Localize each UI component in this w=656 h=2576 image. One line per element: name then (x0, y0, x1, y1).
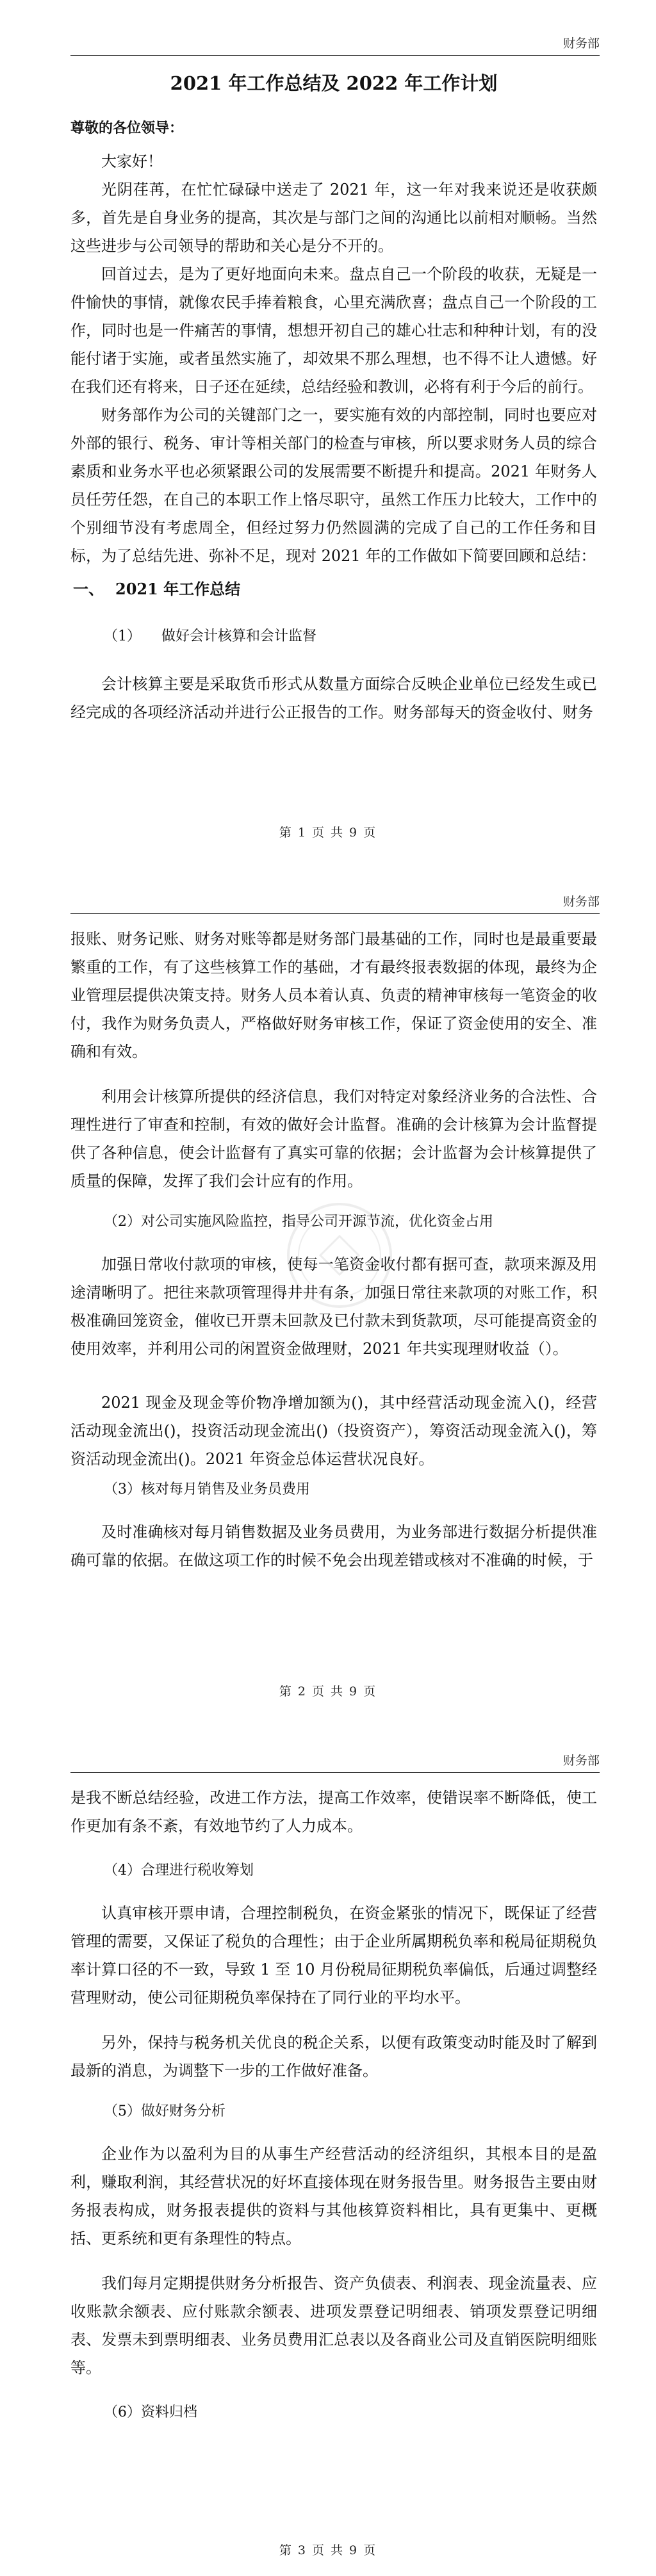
subsection-heading-5: （5）做好财务分析 (104, 2103, 226, 2119)
section-heading-1 (73, 575, 597, 603)
header-department: 财务部 (562, 895, 600, 909)
paragraph-tax-relations: 另外，保持与税务机关优良的税企关系，以便有政策变动时能及时了解到最新的消息，为调整下一步的工作做好准备。 (70, 2034, 597, 2080)
paragraph-cash-flow: 2021 现金及现金等价物净增加额为()，其中经营活动现金流入()，经营活动现金流出()，投资活动现金流出()（投资资产），筹资活动现金流入()，筹资活动现金流出()。2021 年资金总体运营状况良好。 (70, 1394, 597, 1468)
page-footer: 第 1 页 共 9 页 (279, 826, 377, 840)
page-header (70, 1717, 600, 1773)
section-number: 一、 (73, 580, 104, 598)
page-1 (0, 0, 656, 858)
subsection-heading-3: （3）核对每月销售及业务员费用 (104, 1481, 310, 1497)
watermark-seal (275, 1191, 404, 1319)
intro-paragraph-2: 回首过去，是为了更好地面向未来。盘点自己一个阶段的收获，无疑是一件愉快的事情，就像农民手捧着粮食，心里充满欣喜；盘点自己一个阶段的工作，同时也是一件痛苦的事情，想想开初自己的雄心壮志和种种计划，有的没能付诸于实施，或者虽然实施了，却效果不那么理想，也不得不让人遗憾。好在我们还有将来，日子还在延续，总结经验和教训，必将有利于今后的前行。 (70, 265, 597, 396)
intro-paragraph-1: 光阴荏苒，在忙忙碌碌中送走了 2021 年，这一年对我来说还是收获颇多，首先是自身业务的提高，其次是与部门之间的沟通比以前相对顺畅。当然这些进步与公司领导的帮助和关心是分不开的。 (70, 181, 597, 255)
paragraph-financial-analysis-1: 企业作为以盈利为目的从事生产经营活动的经济组织，其根本目的是盈利，赚取利润，其经营状况的好坏直接体现在财务报告里。财务报告主要由财务报表构成，财务报表提供的资料与其他核算资料相比，具有更集中、更概括、更系统和更有条理性的特点。 (70, 2145, 597, 2247)
paragraph-sales-check-part-2: 是我不断总结经验，改进工作方法，提高工作效率，使错误率不断降低，使工作更加有条不紊，有效地节约了人力成本。 (70, 1789, 597, 1835)
paragraph-sales-check-part-1: 及时准确核对每月销售数据及业务员费用，为业务部进行数据分析提供准确可靠的依据。在做这项工作的时候不免会出现差错或核对不准确的时候，于 (70, 1523, 597, 1569)
paragraph-accounting-supervision: 利用会计核算所提供的经济信息，我们对特定对象经济业务的合法性、合理性进行了审查和控制，有效的做好会计监督。准确的会计核算为会计监督提供了各种信息，使会计监督有了真实可靠的依据；会计监督为会计核算提供了质量的保障，发挥了我们会计应有的作用。 (70, 1088, 597, 1190)
subsection-heading-2: （2）对公司实施风险监控，指导公司开源节流，优化资金占用 (104, 1214, 493, 1230)
paragraph-tax-planning: 认真审核开票申请，合理控制税负，在资金紧张的情况下，既保证了经营管理的需要，又保证了税负的合理性；由于企业所属期税负率和税局征期税负率计算口径的不一致，导致 1 至 10 月份税局征期税负率偏低，后通过调整经营理财动，使公司征期税负率保持在了同行业的平均水平。 (70, 1904, 597, 2007)
paragraph-risk-control: 加强日常收付款项的审核，使每一笔资金收付都有据可查，款项来源及用途清晰明了。把往来款项管理得井井有条，加强日常往来款项的对账工作，积极准确回笼资金，催收已开票未回款及已付款未到货款项，尽可能提高资金的使用效率，并利用公司的闲置资金做理财，2021 年共实现理财收益（）。 (70, 1255, 597, 1358)
paragraph-accounting-part-1: 会计核算主要是采取货币形式从数量方面综合反映企业单位已经发生或已经完成的各项经济活动并进行公正报告的工作。财务部每天的资金收付、财务 (70, 675, 597, 721)
page-3 (0, 1717, 656, 2576)
header-department: 财务部 (562, 1754, 600, 1768)
paragraph-financial-analysis-2: 我们每月定期提供财务分析报告、资产负债表、利润表、现金流量表、应收账款余额表、应付账款余额表、进项发票登记明细表、销项发票登记明细表、发票未到票明细表、业务员费用汇总表以及各商业公司及直销医院明细账等。 (70, 2274, 597, 2377)
intro-paragraph-3: 财务部作为公司的关键部门之一，要实施有效的内部控制，同时也要应对外部的银行、税务、审计等相关部门的检查与审核，所以要求财务人员的综合素质和业务水平也必须紧跟公司的发展需要不断提升和提高。2021 年财务人员任劳任怨，在自己的本职工作上恪尽职守，虽然工作压力比较大，工作中的个别细节没有考虑周全，但经过努力仍然圆满的完成了自己的工作任务和目标，为了总结先进、弥补不足，现对 2021 年的工作做如下简要回顾和总结： (70, 406, 597, 565)
section-title: 2021 年工作总结 (115, 580, 241, 598)
page-footer: 第 2 页 共 9 页 (279, 1684, 377, 1699)
header-department: 财务部 (562, 37, 600, 51)
subsection-heading-1 (104, 623, 597, 651)
document-title: 2021 年工作总结及 2022 年工作计划 (170, 72, 498, 94)
greeting: 大家好！ (101, 152, 163, 170)
subsection-number: （1） (104, 628, 141, 644)
subsection-heading-4: （4）合理进行税收筹划 (104, 1863, 254, 1879)
page-header (70, 858, 600, 914)
subsection-title: 做好会计核算和会计监督 (161, 628, 317, 644)
salutation: 尊敬的各位领导： (70, 120, 184, 136)
paragraph-accounting-part-2: 报账、财务记账、财务对账等都是财务部门最基础的工作，同时也是最重要最繁重的工作，有了这些核算工作的基础，才有最终报表数据的体现，最终为企业管理层提供决策支持。财务人员本着认真、负责的精神审核每一笔资金的收付，我作为财务负责人，严格做好财务审核工作，保证了资金使用的安全、准确和有效。 (70, 930, 597, 1061)
subsection-heading-6: （6）资料归档 (104, 2404, 197, 2420)
page-footer: 第 3 页 共 9 页 (279, 2543, 377, 2557)
page-header (70, 0, 600, 56)
